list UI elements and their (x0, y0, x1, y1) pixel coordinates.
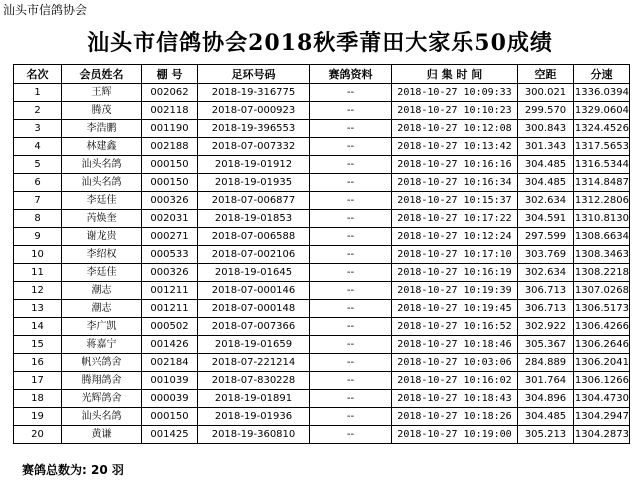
cell-arrival-time: 2018-10-27 10:16:16 (392, 156, 518, 174)
cell-arrival-time: 2018-10-27 10:19:00 (392, 426, 518, 444)
cell-arrival-time: 2018-10-27 10:13:42 (392, 138, 518, 156)
col-header-ring-number: 足环号码 (198, 65, 310, 84)
cell-loft-number: 001211 (142, 300, 198, 318)
cell-member-name: 李浩鹏 (62, 120, 142, 138)
cell-loft-number: 000502 (142, 318, 198, 336)
cell-ring-number: 2018-19-01645 (198, 264, 310, 282)
cell-ring-number: 2018-07-007366 (198, 318, 310, 336)
cell-loft-number: 002031 (142, 210, 198, 228)
cell-member-name: 光辉鸽舍 (62, 390, 142, 408)
cell-distance: 302.634 (518, 192, 574, 210)
cell-rank: 12 (14, 282, 62, 300)
cell-member-name: 林建鑫 (62, 138, 142, 156)
cell-velocity: 1312.2806 (574, 192, 630, 210)
cell-distance: 305.213 (518, 426, 574, 444)
cell-arrival-time: 2018-10-27 10:16:19 (392, 264, 518, 282)
total-pigeon-count: 赛鸽总数为: 20 羽 (22, 463, 124, 477)
col-header-member-name: 会员姓名 (62, 65, 142, 84)
cell-rank: 8 (14, 210, 62, 228)
cell-pigeon-info: -- (310, 300, 392, 318)
cell-loft-number: 002188 (142, 138, 198, 156)
cell-velocity: 1324.4526 (574, 120, 630, 138)
cell-rank: 13 (14, 300, 62, 318)
page-title: 汕头市信鸽协会2018秋季莆田大家乐50成绩 (87, 30, 553, 56)
cell-rank: 18 (14, 390, 62, 408)
table-row (14, 228, 630, 246)
table-header-row (14, 65, 630, 84)
cell-pigeon-info: -- (310, 156, 392, 174)
cell-velocity: 1304.4730 (574, 390, 630, 408)
cell-ring-number: 2018-07-000146 (198, 282, 310, 300)
cell-velocity: 1310.8130 (574, 210, 630, 228)
cell-distance: 301.764 (518, 372, 574, 390)
cell-ring-number: 2018-07-006588 (198, 228, 310, 246)
cell-arrival-time: 2018-10-27 10:16:34 (392, 174, 518, 192)
cell-rank: 15 (14, 336, 62, 354)
cell-loft-number: 002118 (142, 102, 198, 120)
cell-loft-number: 000150 (142, 156, 198, 174)
cell-distance: 306.713 (518, 300, 574, 318)
cell-member-name: 帆兴鸽舍 (62, 354, 142, 372)
cell-distance: 302.922 (518, 318, 574, 336)
col-header-loft-number: 棚 号 (142, 65, 198, 84)
cell-member-name: 腾茂 (62, 102, 142, 120)
cell-velocity: 1306.5173 (574, 300, 630, 318)
cell-distance: 306.713 (518, 282, 574, 300)
cell-loft-number: 000533 (142, 246, 198, 264)
cell-velocity: 1307.0268 (574, 282, 630, 300)
cell-ring-number: 2018-19-01912 (198, 156, 310, 174)
cell-distance: 302.634 (518, 264, 574, 282)
cell-distance: 304.591 (518, 210, 574, 228)
cell-member-name: 李广凯 (62, 318, 142, 336)
col-header-pigeon-info: 赛鸽资料 (310, 65, 392, 84)
cell-velocity: 1306.4266 (574, 318, 630, 336)
cell-member-name: 李绍权 (62, 246, 142, 264)
cell-pigeon-info: -- (310, 84, 392, 102)
cell-rank: 1 (14, 84, 62, 102)
cell-loft-number: 001190 (142, 120, 198, 138)
cell-pigeon-info: -- (310, 408, 392, 426)
cell-loft-number: 000150 (142, 174, 198, 192)
cell-member-name: 腾翔鸽舍 (62, 372, 142, 390)
cell-loft-number: 002062 (142, 84, 198, 102)
results-table (13, 64, 630, 444)
cell-arrival-time: 2018-10-27 10:12:08 (392, 120, 518, 138)
cell-arrival-time: 2018-10-27 10:09:33 (392, 84, 518, 102)
cell-rank: 19 (14, 408, 62, 426)
cell-rank: 7 (14, 192, 62, 210)
cell-rank: 2 (14, 102, 62, 120)
table-row (14, 318, 630, 336)
table-row (14, 84, 630, 102)
cell-velocity: 1314.8487 (574, 174, 630, 192)
table-row (14, 210, 630, 228)
cell-rank: 17 (14, 372, 62, 390)
cell-ring-number: 2018-19-01659 (198, 336, 310, 354)
cell-loft-number: 001425 (142, 426, 198, 444)
cell-distance: 297.599 (518, 228, 574, 246)
cell-rank: 20 (14, 426, 62, 444)
table-row (14, 264, 630, 282)
cell-velocity: 1336.0394 (574, 84, 630, 102)
cell-pigeon-info: -- (310, 192, 392, 210)
cell-rank: 9 (14, 228, 62, 246)
cell-pigeon-info: -- (310, 210, 392, 228)
cell-ring-number: 2018-19-01936 (198, 408, 310, 426)
cell-distance: 305.367 (518, 336, 574, 354)
cell-rank: 4 (14, 138, 62, 156)
cell-pigeon-info: -- (310, 372, 392, 390)
cell-distance: 304.485 (518, 174, 574, 192)
table-row (14, 192, 630, 210)
table-row (14, 408, 630, 426)
cell-arrival-time: 2018-10-27 10:17:22 (392, 210, 518, 228)
cell-loft-number: 000039 (142, 390, 198, 408)
cell-velocity: 1306.2646 (574, 336, 630, 354)
table-row (14, 300, 630, 318)
cell-ring-number: 2018-07-221214 (198, 354, 310, 372)
table-row (14, 156, 630, 174)
cell-rank: 6 (14, 174, 62, 192)
cell-arrival-time: 2018-10-27 10:19:39 (392, 282, 518, 300)
cell-pigeon-info: -- (310, 390, 392, 408)
table-row (14, 372, 630, 390)
cell-distance: 303.769 (518, 246, 574, 264)
cell-ring-number: 2018-19-360810 (198, 426, 310, 444)
cell-rank: 10 (14, 246, 62, 264)
cell-ring-number: 2018-19-01853 (198, 210, 310, 228)
cell-velocity: 1317.5653 (574, 138, 630, 156)
cell-arrival-time: 2018-10-27 10:10:23 (392, 102, 518, 120)
col-header-distance: 空距 (518, 65, 574, 84)
cell-member-name: 蒋嘉宁 (62, 336, 142, 354)
cell-member-name: 李廷佳 (62, 264, 142, 282)
cell-distance: 284.889 (518, 354, 574, 372)
cell-velocity: 1308.2218 (574, 264, 630, 282)
col-header-rank: 名次 (14, 65, 62, 84)
table-row (14, 246, 630, 264)
cell-member-name: 潮志 (62, 282, 142, 300)
cell-arrival-time: 2018-10-27 10:19:45 (392, 300, 518, 318)
cell-pigeon-info: -- (310, 318, 392, 336)
cell-velocity: 1304.2947 (574, 408, 630, 426)
table-row (14, 426, 630, 444)
cell-pigeon-info: -- (310, 264, 392, 282)
cell-member-name: 汕头名鸽 (62, 408, 142, 426)
cell-velocity: 1316.5344 (574, 156, 630, 174)
cell-ring-number: 2018-07-830228 (198, 372, 310, 390)
table-row (14, 390, 630, 408)
cell-ring-number: 2018-19-01935 (198, 174, 310, 192)
cell-rank: 3 (14, 120, 62, 138)
cell-ring-number: 2018-19-396553 (198, 120, 310, 138)
cell-loft-number: 000271 (142, 228, 198, 246)
cell-pigeon-info: -- (310, 138, 392, 156)
cell-loft-number: 000326 (142, 264, 198, 282)
cell-arrival-time: 2018-10-27 10:17:10 (392, 246, 518, 264)
cell-ring-number: 2018-07-000148 (198, 300, 310, 318)
table-row (14, 174, 630, 192)
cell-member-name: 李廷佳 (62, 192, 142, 210)
table-row (14, 354, 630, 372)
table-row (14, 120, 630, 138)
table-row (14, 138, 630, 156)
cell-arrival-time: 2018-10-27 10:16:02 (392, 372, 518, 390)
cell-rank: 5 (14, 156, 62, 174)
cell-pigeon-info: -- (310, 102, 392, 120)
cell-ring-number: 2018-07-002106 (198, 246, 310, 264)
cell-ring-number: 2018-07-000923 (198, 102, 310, 120)
cell-ring-number: 2018-19-316775 (198, 84, 310, 102)
cell-member-name: 潮志 (62, 300, 142, 318)
cell-member-name: 汕头名鸽 (62, 156, 142, 174)
cell-arrival-time: 2018-10-27 10:12:24 (392, 228, 518, 246)
cell-pigeon-info: -- (310, 336, 392, 354)
cell-pigeon-info: -- (310, 354, 392, 372)
cell-member-name: 芮焕奎 (62, 210, 142, 228)
cell-velocity: 1308.6634 (574, 228, 630, 246)
table-row (14, 102, 630, 120)
cell-pigeon-info: -- (310, 174, 392, 192)
col-header-arrival-time: 归 集 时 间 (392, 65, 518, 84)
cell-loft-number: 001039 (142, 372, 198, 390)
cell-ring-number: 2018-07-007332 (198, 138, 310, 156)
cell-distance: 304.485 (518, 156, 574, 174)
cell-velocity: 1308.3463 (574, 246, 630, 264)
cell-arrival-time: 2018-10-27 10:18:26 (392, 408, 518, 426)
cell-ring-number: 2018-19-01891 (198, 390, 310, 408)
cell-velocity: 1329.0604 (574, 102, 630, 120)
cell-member-name: 谢龙贵 (62, 228, 142, 246)
cell-ring-number: 2018-07-006877 (198, 192, 310, 210)
cell-arrival-time: 2018-10-27 10:15:37 (392, 192, 518, 210)
col-header-velocity: 分速 (574, 65, 630, 84)
cell-velocity: 1306.2041 (574, 354, 630, 372)
cell-velocity: 1306.1266 (574, 372, 630, 390)
cell-arrival-time: 2018-10-27 10:18:46 (392, 336, 518, 354)
cell-distance: 299.570 (518, 102, 574, 120)
cell-loft-number: 001426 (142, 336, 198, 354)
cell-arrival-time: 2018-10-27 10:03:06 (392, 354, 518, 372)
cell-pigeon-info: -- (310, 426, 392, 444)
cell-pigeon-info: -- (310, 120, 392, 138)
cell-arrival-time: 2018-10-27 10:18:43 (392, 390, 518, 408)
cell-loft-number: 001211 (142, 282, 198, 300)
organization-name: 汕头市信鸽协会 (3, 3, 88, 17)
cell-member-name: 汕头名鸽 (62, 174, 142, 192)
cell-distance: 304.896 (518, 390, 574, 408)
cell-arrival-time: 2018-10-27 10:16:52 (392, 318, 518, 336)
cell-member-name: 王辉 (62, 84, 142, 102)
cell-pigeon-info: -- (310, 228, 392, 246)
cell-velocity: 1304.2873 (574, 426, 630, 444)
cell-loft-number: 000150 (142, 408, 198, 426)
cell-distance: 300.021 (518, 84, 574, 102)
cell-pigeon-info: -- (310, 246, 392, 264)
cell-member-name: 黄谦 (62, 426, 142, 444)
table-row (14, 282, 630, 300)
cell-loft-number: 000326 (142, 192, 198, 210)
cell-distance: 300.843 (518, 120, 574, 138)
cell-distance: 304.485 (518, 408, 574, 426)
cell-loft-number: 002184 (142, 354, 198, 372)
cell-rank: 14 (14, 318, 62, 336)
cell-distance: 301.343 (518, 138, 574, 156)
table-row (14, 336, 630, 354)
cell-rank: 11 (14, 264, 62, 282)
cell-rank: 16 (14, 354, 62, 372)
cell-pigeon-info: -- (310, 282, 392, 300)
